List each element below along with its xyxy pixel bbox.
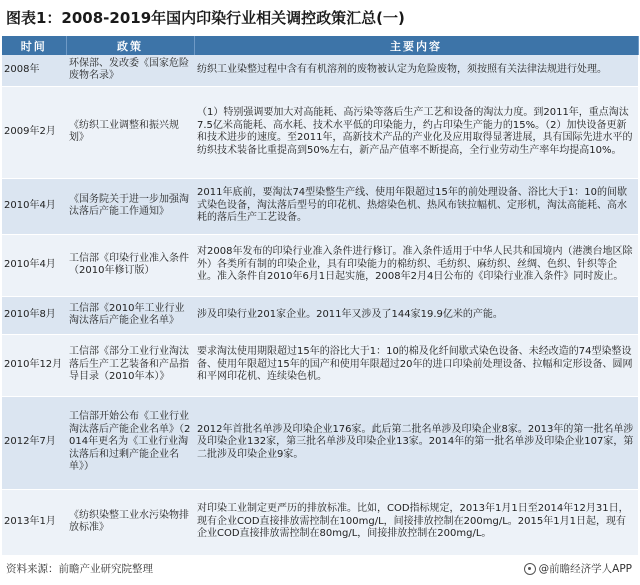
table-row <box>2 234 638 296</box>
cell-policy: 《纺织工业调整和振兴规划》 <box>66 86 194 178</box>
cell-time: 2010年12月 <box>2 334 66 396</box>
cell-content: 2012年首批名单涉及印染企业176家。此后第二批名单涉及印染企业8家。2013年的第一批名单涉及印染企业132家，第三批名单涉及印染企业13家。2014年的第一批名单涉及印染企业107家，第二批涉及印染企业9家。 <box>194 396 638 489</box>
cell-policy: 《国务院关于进一步加强淘汰落后产能工作通知》 <box>66 178 194 234</box>
cell-content: （1）特别强调要加大对高能耗、高污染等落后生产工艺和设备的淘汰力度。到2011年，重点淘汰7.5亿米高能耗、高水耗、技术水平低的印染能力，约占印染生产能力的15%。（2）加快设备更新和技术进步的速度。至2011年，高新技术产品的产业化及应用取得显著进展，具有国际先进水平的纺织技术装备比重提高到50%左右，新产品产值率不断提高，全行业劳动生产率年均提高10%。 <box>194 86 638 178</box>
cell-content: 2011年底前，要淘汰74型染整生产线、使用年限超过15年的前处理设备、浴比大于1：10的间歇式染色设备，淘汰落后型号的印花机、热熔染色机、热风布铗拉幅机、定形机，淘汰高能耗、高水耗的落后生产工艺设备。 <box>194 178 638 234</box>
footer <box>0 555 640 583</box>
cell-time: 2008年 <box>2 55 66 86</box>
cell-policy: 环保部、发改委《国家危险废物名录》 <box>66 55 194 86</box>
brand-label: @前瞻经济学人APP <box>538 563 632 575</box>
cell-policy: 工信部《2010年工业行业淘汰落后产能企业名单》 <box>66 296 194 334</box>
cell-content: 纺织工业染整过程中含有有机溶剂的废物被认定为危险废物，须按照有关法律法规进行处理。 <box>194 55 638 86</box>
cell-content: 对2008年发布的印染行业准入条件进行修订。准入条件适用于中华人民共和国境内（港澳台地区除外）各类所有制的印染企业，具有印染能力的棉纺织、毛纺织、麻纺织、丝绸、色织、针织等企业。准入条件自2010年6月1日起实施，2008年2月4日公布的《印染行业准入条件》同时废止。 <box>194 234 638 296</box>
brand <box>524 555 632 583</box>
page-title: 图表1：2008-2019年国内印染行业相关调控政策汇总(一) <box>6 9 405 27</box>
cell-time: 2010年8月 <box>2 296 66 334</box>
table-row <box>2 489 638 555</box>
table-row <box>2 86 638 178</box>
table-row <box>2 334 638 396</box>
cell-time: 2013年1月 <box>2 489 66 555</box>
cell-time: 2009年2月 <box>2 86 66 178</box>
cell-content: 要求淘汰使用期限超过15年的浴比大于1：10的棉及化纤间歇式染色设备、未经改造的74型染整设备、使用年限超过15年的国产和使用年限超过20年的进口印染前处理设备、拉幅和定形设备、圆网和平网印花机、连续染色机。 <box>194 334 638 396</box>
table-header-row <box>2 36 638 55</box>
cell-policy: 《纺织染整工业水污染物排放标准》 <box>66 489 194 555</box>
cell-time: 2012年7月 <box>2 396 66 489</box>
cell-content: 涉及印染行业201家企业。2011年又涉及了144家19.9亿米的产能。 <box>194 296 638 334</box>
table-row <box>2 396 638 489</box>
cell-policy: 工信部《印染行业准入条件（2010年修订版） <box>66 234 194 296</box>
cell-policy: 工信部开始公布《工业行业淘汰落后产能企业名单》（2014年更名为《工业行业淘汰落后和过剩产能企业名单》） <box>66 396 194 489</box>
logo-circle-icon <box>524 563 536 575</box>
cell-content: 对印染工业制定更严历的排放标准。比如，COD指标规定，2013年1月1日至2014年12月31日，现有企业COD直接排放需控制在100mg/L，间接排放控制在200mg/L。2015年1月1日起，现有企业COD直接排放需控制在80mg/L，间接排放控制在200mg/L。 <box>194 489 638 555</box>
table-row <box>2 55 638 86</box>
source-note: 资料来源：前瞻产业研究院整理 <box>6 563 153 575</box>
cell-policy: 工信部《部分工业行业淘汰落后生产工艺装备和产品指导目录（2010年本）》 <box>66 334 194 396</box>
policy-table <box>2 36 639 556</box>
cell-time: 2010年4月 <box>2 234 66 296</box>
table-row <box>2 178 638 234</box>
header-time: 时间 <box>2 36 66 55</box>
header-content: 主要内容 <box>194 36 638 55</box>
table-row <box>2 296 638 334</box>
cell-time: 2010年4月 <box>2 178 66 234</box>
header-policy: 政策 <box>66 36 194 55</box>
